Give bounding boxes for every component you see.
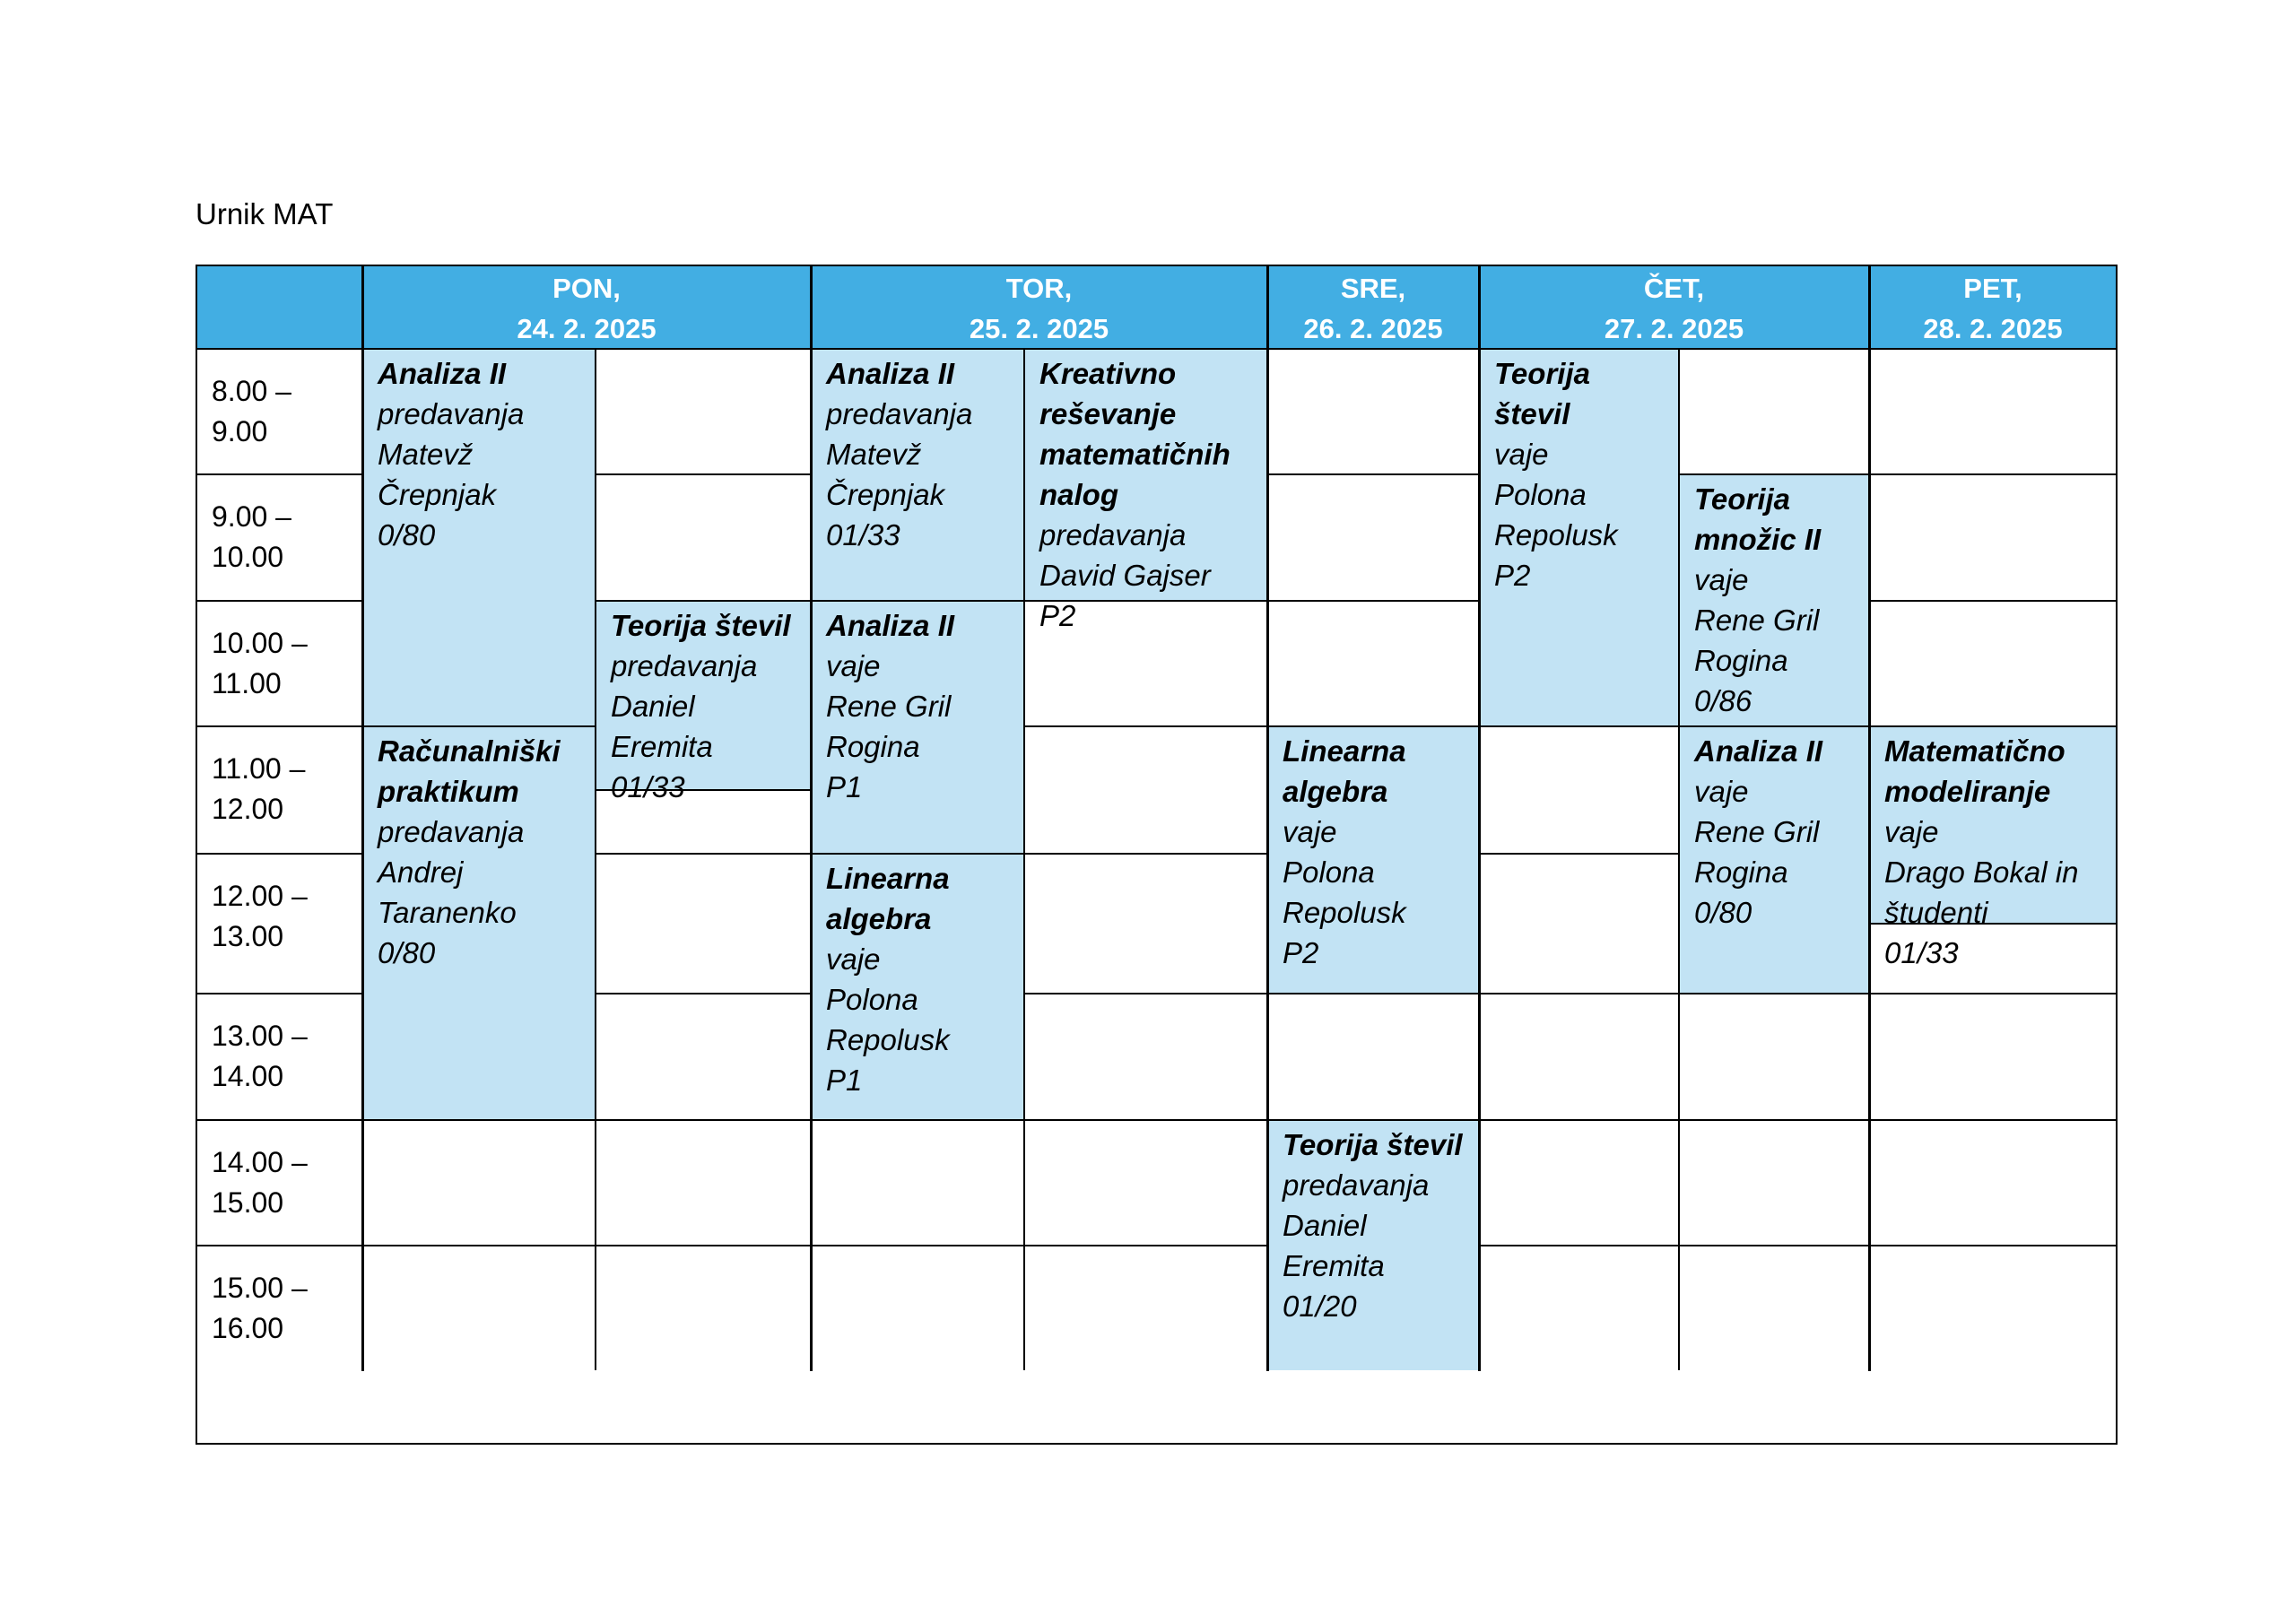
day-header [1870, 266, 2116, 348]
class-room: 0/80 [378, 518, 436, 551]
class-teacher: Eremita [611, 730, 713, 763]
empty-cell [596, 473, 812, 600]
day-name: PET, [1963, 273, 2022, 304]
class-teacher: Daniel [1283, 1209, 1367, 1242]
empty-cell [812, 1245, 1025, 1370]
empty-cell [596, 853, 812, 993]
day-separator [810, 266, 813, 1371]
time-start: 8.00 – [212, 375, 291, 407]
class-room: P1 [826, 1064, 863, 1097]
empty-cell [1480, 1119, 1680, 1245]
class-teacher: študenti [1884, 896, 1988, 929]
day-date: 28. 2. 2025 [1923, 313, 2063, 344]
empty-cell [1480, 1245, 1680, 1370]
class-room: 01/33 [1884, 936, 1959, 969]
day-separator [1478, 266, 1481, 1371]
class-block [1870, 725, 2116, 969]
time-end: 13.00 [212, 920, 284, 952]
class-type: predavanja [611, 649, 758, 682]
class-type: predavanja [378, 815, 525, 848]
class-title: algebra [1283, 775, 1388, 808]
class-room: 0/86 [1694, 684, 1752, 717]
empty-cell [1268, 348, 1480, 473]
class-room: P2 [1283, 936, 1319, 969]
class-teacher: David Gajser [1039, 559, 1211, 592]
class-title: Teorija števil [611, 609, 791, 642]
class-type: predavanja [1283, 1168, 1430, 1202]
class-teacher: Črepnjak [378, 478, 497, 511]
class-room: 01/33 [611, 770, 685, 803]
empty-cell [1025, 853, 1268, 993]
day-header [1480, 266, 1870, 348]
day-name: ČET, [1643, 273, 1705, 304]
empty-cell [1268, 473, 1480, 600]
class-type: vaje [826, 942, 881, 976]
class-teacher: Daniel [611, 690, 695, 723]
header-corner [197, 266, 363, 348]
class-title: Analiza II [1694, 734, 1823, 768]
class-title: Analiza II [826, 609, 955, 642]
empty-cell [1025, 1119, 1268, 1245]
empty-cell [596, 348, 812, 473]
empty-cell [363, 1119, 596, 1245]
empty-cell [1870, 993, 2116, 1119]
class-block [812, 853, 1025, 1119]
empty-cell [363, 1245, 596, 1370]
empty-cell [1870, 348, 2116, 473]
class-title: Analiza II [826, 357, 955, 390]
class-title: Teorija [1494, 357, 1590, 390]
class-teacher: Polona [826, 983, 918, 1016]
class-title: algebra [826, 902, 932, 935]
document-title: Urnik MAT [196, 197, 334, 230]
class-block [363, 348, 596, 725]
time-slot [197, 1119, 363, 1245]
empty-cell [1480, 853, 1680, 993]
empty-cell [1480, 725, 1680, 853]
empty-cell [1680, 1119, 1870, 1245]
class-title: reševanje [1039, 397, 1177, 430]
class-room: P1 [826, 770, 863, 803]
class-teacher: Drago Bokal in [1884, 855, 2079, 889]
time-end: 12.00 [212, 793, 284, 825]
empty-cell [1680, 993, 1870, 1119]
time-start: 15.00 – [212, 1272, 308, 1304]
class-teacher: Polona [1494, 478, 1587, 511]
day-header [363, 266, 812, 348]
class-block [1680, 473, 1870, 725]
class-block [596, 600, 812, 803]
time-slot [197, 348, 363, 473]
class-room: P2 [1494, 559, 1531, 592]
time-slot [197, 1245, 363, 1370]
time-slot [197, 600, 363, 725]
class-teacher: Repolusk [826, 1023, 950, 1056]
class-title: modeliranje [1884, 775, 2051, 808]
class-title: Analiza II [378, 357, 507, 390]
class-teacher: Repolusk [1283, 896, 1406, 929]
day-name: TOR, [1005, 273, 1073, 304]
class-title: Teorija [1694, 482, 1790, 516]
class-teacher: Matevž [378, 438, 474, 471]
empty-cell [1025, 993, 1268, 1119]
time-start: 11.00 – [212, 752, 306, 785]
empty-cell [1870, 600, 2116, 725]
class-type: predavanja [378, 397, 525, 430]
time-end: 10.00 [212, 541, 284, 573]
time-slot [197, 993, 363, 1119]
day-date: 24. 2. 2025 [517, 313, 657, 344]
class-title: števil [1494, 397, 1570, 430]
time-end: 9.00 [212, 415, 268, 447]
empty-cell [596, 1245, 812, 1370]
class-teacher: Rogina [1694, 644, 1788, 677]
class-room: 01/33 [826, 518, 900, 551]
class-teacher: Rogina [1694, 855, 1788, 889]
class-type: vaje [1694, 563, 1749, 596]
empty-cell [1870, 1119, 2116, 1245]
class-block [1680, 725, 1870, 993]
time-start: 13.00 – [212, 1020, 308, 1052]
empty-cell [812, 1119, 1025, 1245]
class-type: vaje [1494, 438, 1549, 471]
class-teacher: Polona [1283, 855, 1375, 889]
day-date: 26. 2. 2025 [1303, 313, 1443, 344]
timetable [196, 265, 2118, 1445]
empty-cell [1268, 600, 1480, 725]
class-teacher: Rene Gril [1694, 815, 1820, 848]
class-title: praktikum [378, 775, 519, 808]
class-block [1025, 348, 1268, 632]
class-room: 0/80 [378, 936, 436, 969]
class-teacher: Taranenko [378, 896, 517, 929]
class-teacher: Črepnjak [826, 478, 945, 511]
day-separator [1266, 266, 1269, 1371]
empty-cell [596, 1119, 812, 1245]
class-teacher: Rene Gril [826, 690, 952, 723]
empty-cell [1025, 1245, 1268, 1370]
class-title: Kreativno [1039, 357, 1177, 390]
time-end: 11.00 [212, 667, 282, 699]
class-type: vaje [826, 649, 881, 682]
class-type: vaje [1884, 815, 1939, 848]
class-block [812, 348, 1025, 600]
class-block [363, 725, 596, 1119]
class-block [1480, 348, 1680, 725]
time-slot [197, 473, 363, 600]
class-teacher: Andrej [378, 855, 464, 889]
class-teacher: Repolusk [1494, 518, 1618, 551]
class-teacher: Rene Gril [1694, 604, 1820, 637]
day-date: 27. 2. 2025 [1604, 313, 1744, 344]
day-header [812, 266, 1268, 348]
class-type: predavanja [826, 397, 973, 430]
empty-cell [1680, 348, 1870, 473]
class-teacher: Eremita [1283, 1249, 1385, 1282]
time-end: 14.00 [212, 1060, 284, 1092]
class-title: Teorija števil [1283, 1128, 1463, 1161]
time-slot [197, 725, 363, 853]
time-end: 15.00 [212, 1186, 284, 1219]
class-block [812, 600, 1025, 853]
day-name: SRE, [1340, 273, 1406, 304]
class-title: Računalniški [378, 734, 561, 768]
empty-cell [596, 993, 812, 1119]
class-title: matematičnih [1039, 438, 1231, 471]
day-name: PON, [552, 273, 621, 304]
class-type: vaje [1694, 775, 1749, 808]
time-start: 10.00 – [212, 627, 308, 659]
day-header [1268, 266, 1480, 348]
time-start: 14.00 – [212, 1146, 308, 1178]
class-title: Linearna [826, 862, 950, 895]
time-end: 16.00 [212, 1312, 284, 1344]
class-title: nalog [1039, 478, 1118, 511]
class-title: Linearna [1283, 734, 1406, 768]
empty-cell [1680, 1245, 1870, 1370]
class-room: P2 [1039, 599, 1076, 632]
class-block [1268, 725, 1480, 993]
class-type: predavanja [1039, 518, 1187, 551]
day-date: 25. 2. 2025 [969, 313, 1109, 344]
day-separator [361, 266, 364, 1371]
time-slot [197, 853, 363, 993]
class-type: vaje [1283, 815, 1337, 848]
class-teacher: Matevž [826, 438, 922, 471]
empty-cell [1480, 993, 1680, 1119]
class-teacher: Rogina [826, 730, 920, 763]
class-title: množic II [1694, 523, 1822, 556]
class-room: 0/80 [1694, 896, 1752, 929]
class-title: Matematično [1884, 734, 2066, 768]
empty-cell [1025, 725, 1268, 853]
day-separator [1868, 266, 1871, 1371]
empty-cell [1268, 993, 1480, 1119]
class-block [1268, 1119, 1480, 1370]
time-start: 9.00 – [212, 500, 291, 533]
empty-cell [1870, 1245, 2116, 1370]
class-room: 01/20 [1283, 1290, 1357, 1323]
time-start: 12.00 – [212, 880, 308, 912]
empty-cell [1870, 473, 2116, 600]
